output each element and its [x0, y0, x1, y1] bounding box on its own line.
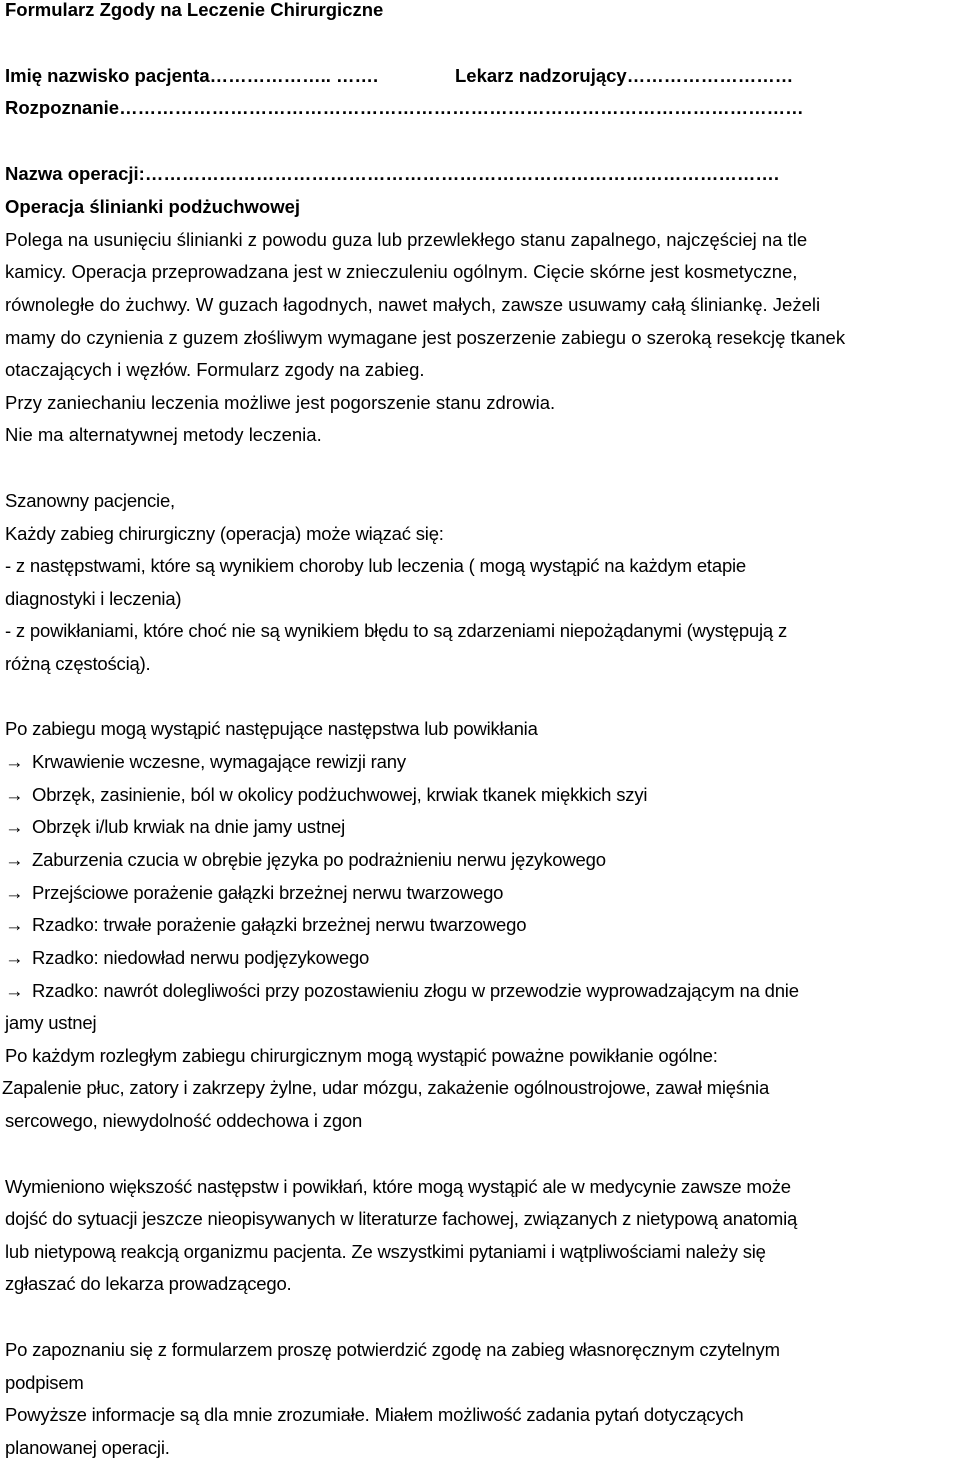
arrow-right-icon: → — [5, 784, 24, 805]
arrow-right-icon: → — [5, 914, 24, 935]
complication-text: Przejściowe porażenie gałązki brzeżnej nerwu twarzowego — [32, 882, 504, 903]
general-complications-line: Zapalenie płuc, zatory i zakrzepy żylne, udar mózgu, zakażenie ogólnoustrojowe, zawał mięśnia — [2, 1077, 770, 1098]
general-line: - z powikłaniami, które choć nie są wynikiem błędu to są zdarzeniami niepożądanymi (występują z — [5, 620, 788, 641]
complication-text: Rzadko: nawrót dolegliwości przy pozostawieniu złogu w przewodzie wyprowadzającym na dnie — [32, 980, 799, 1001]
arrow-right-icon: → — [5, 980, 24, 1001]
complication-text: Obrzęk i/lub krwiak na dnie jamy ustnej — [32, 816, 346, 837]
consent-line: Powyższe informacje są dla mnie zrozumiałe. Miałem możliwość zadania pytań dotyczących — [5, 1404, 744, 1425]
complication-text: Obrzęk, zasinienie, ból w okolicy podżuchwowej, krwiak tkanek miękkich szyi — [32, 784, 648, 805]
arrow-right-icon: → — [5, 947, 24, 968]
complication-item-continuation: jamy ustnej — [5, 1012, 97, 1033]
consent-line: Po zapoznaniu się z formularzem proszę potwierdzić zgodę na zabieg własnoręcznym czytelnym — [5, 1339, 780, 1360]
complication-text: Rzadko: niedowład nerwu podjęzykowego — [32, 947, 370, 968]
complication-text: Rzadko: trwałe porażenie gałązki brzeżnej nerwu twarzowego — [32, 914, 527, 935]
arrow-right-icon: → — [5, 751, 24, 772]
diagnosis-field: Rozpoznanie………………………………………………………………………………………………… — [5, 97, 804, 118]
complication-text: Zaburzenia czucia w obrębie języka po podrażnieniu nerwu językowego — [32, 849, 606, 870]
general-complications-line: Po każdym rozległym zabiegu chirurgicznym mogą wystąpić poważne powikłanie ogólne: — [5, 1045, 718, 1066]
complication-text: Krwawienie wczesne, wymagające rewizji rany — [32, 751, 406, 772]
general-line: Każdy zabieg chirurgiczny (operacja) może wiązać się: — [5, 523, 444, 544]
note-line: zgłaszać do lekarza prowadzącego. — [5, 1273, 292, 1294]
supervising-doctor-field: Lekarz nadzorujący……………………… — [455, 65, 794, 86]
complications-intro: Po zabiegu mogą wystąpić następujące następstwa lub powikłania — [5, 718, 538, 739]
general-line: - z następstwami, które są wynikiem choroby lub leczenia ( mogą wystąpić na każdym etapie — [5, 555, 747, 576]
operation-name-field: Nazwa operacji:…………………………………………………………………………………………. — [5, 163, 779, 184]
description-line: Przy zaniechaniu leczenia możliwe jest pogorszenie stanu zdrowia. — [5, 392, 556, 413]
arrow-right-icon: → — [5, 882, 24, 903]
description-line: kamicy. Operacja przeprowadzana jest w znieczuleniu ogólnym. Cięcie skórne jest kosmetyczne, — [5, 261, 798, 282]
consent-line: podpisem — [5, 1372, 84, 1393]
description-line: Nie ma alternatywnej metody leczenia. — [5, 424, 322, 445]
note-line: dojść do sytuacji jeszcze nieopisywanych w literaturze fachowej, związanych z nietypową anatomią — [5, 1208, 798, 1229]
general-line: różną częstością). — [5, 653, 151, 674]
form-title: Formularz Zgody na Leczenie Chirurgiczne — [5, 0, 384, 20]
note-line: lub nietypową reakcją organizmu pacjenta. Ze wszystkimi pytaniami i wątpliwościami należy się — [5, 1241, 766, 1262]
complication-item — [5, 783, 647, 807]
general-complications-line: sercowego, niewydolność oddechowa i zgon — [5, 1110, 363, 1131]
complication-item — [5, 848, 606, 872]
salutation: Szanowny pacjencie, — [5, 490, 175, 511]
general-line: diagnostyki i leczenia) — [5, 588, 182, 609]
complication-item — [5, 815, 345, 839]
patient-name-field: Imię nazwisko pacjenta……………….. ……. — [5, 65, 379, 86]
operation-title: Operacja ślinianki podżuchwowej — [5, 196, 301, 217]
description-line: Polega na usunięciu ślinianki z powodu guza lub przewlekłego stanu zapalnego, najczęściej na tle — [5, 229, 808, 250]
complication-item — [5, 946, 369, 970]
arrow-right-icon: → — [5, 849, 24, 870]
description-line: mamy do czynienia z guzem złośliwym wymagane jest poszerzenie zabiegu o szeroką resekcję tkanek — [5, 327, 846, 348]
complication-item — [5, 913, 526, 937]
complication-item — [5, 750, 406, 774]
complication-item — [5, 881, 503, 905]
description-line: równoległe do żuchwy. W guzach łagodnych, nawet małych, zawsze usuwamy całą śliniankę. Jeżeli — [5, 294, 821, 315]
arrow-right-icon: → — [5, 816, 24, 837]
description-line: otaczających i węzłów. Formularz zgody na zabieg. — [5, 359, 425, 380]
complication-item — [5, 979, 799, 1003]
note-line: Wymieniono większość następstw i powikłań, które mogą wystąpić ale w medycynie zawsze może — [5, 1176, 791, 1197]
consent-line: planowanej operacji. — [5, 1437, 170, 1458]
